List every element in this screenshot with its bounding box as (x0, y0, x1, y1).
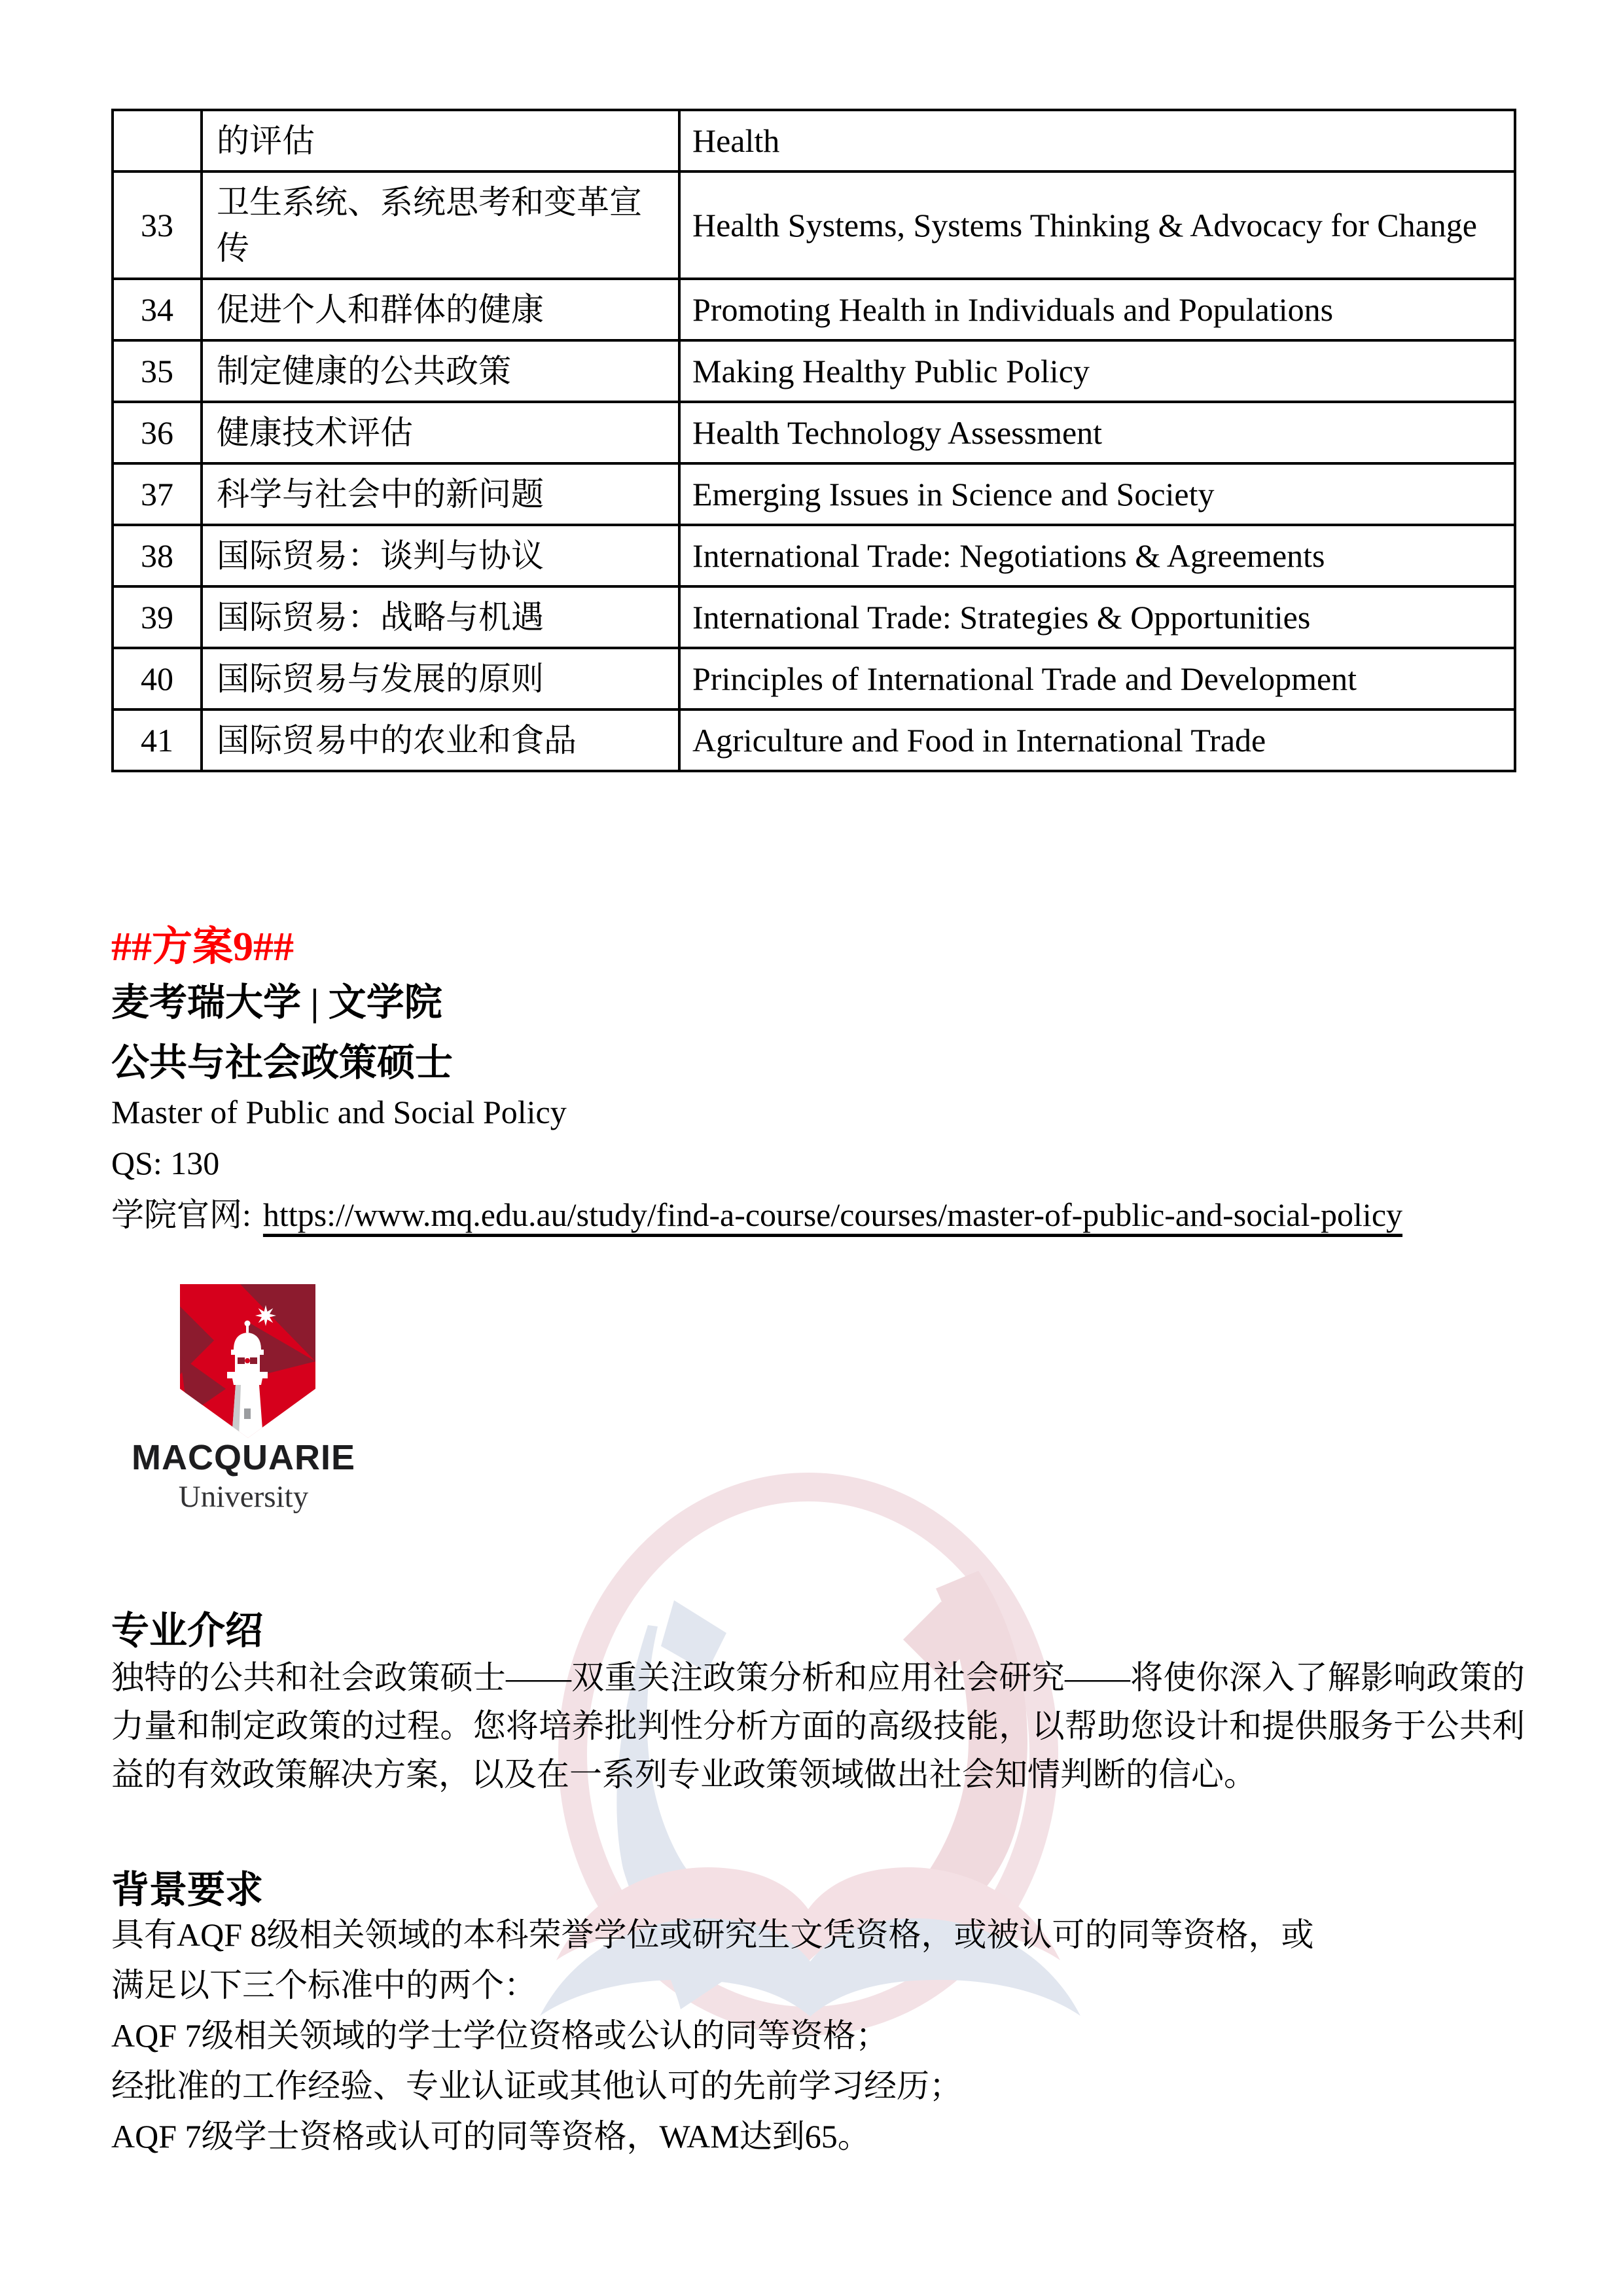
background-requirements (111, 1910, 1551, 2162)
program-title-cn: 公共与社会政策硕士 (111, 1041, 454, 1084)
course-name-en-cell: Principles of International Trade and Development (679, 648, 1515, 709)
course-name-cn-cell: 科学与社会中的新问题 (202, 463, 679, 525)
row-number-cell: 40 (113, 648, 202, 709)
row-number-cell: 33 (113, 171, 202, 279)
table-row (113, 402, 1515, 463)
table-row (113, 279, 1515, 340)
row-number-cell (113, 110, 202, 171)
course-name-en-cell: Health Technology Assessment (679, 402, 1515, 463)
course-name-cn-cell: 国际贸易中的农业和食品 (202, 709, 679, 771)
university-faculty-line: 麦考瑞大学 | 文学院 (111, 981, 442, 1024)
course-name-cn-cell: 健康技术评估 (202, 402, 679, 463)
course-name-cn-cell: 卫生系统、系统思考和变革宣传 (202, 171, 679, 279)
row-number-cell: 37 (113, 463, 202, 525)
course-name-en-cell: Emerging Issues in Science and Society (679, 463, 1515, 525)
macquarie-shield-logo (180, 1284, 315, 1438)
qs-ranking: QS: 130 (111, 1145, 220, 1181)
table-row (113, 709, 1515, 771)
table-row (113, 648, 1515, 709)
row-number-cell: 36 (113, 402, 202, 463)
course-name-cn-cell: 国际贸易与发展的原则 (202, 648, 679, 709)
course-name-cn-cell: 国际贸易：谈判与协议 (202, 525, 679, 586)
course-name-cn-cell: 制定健康的公共政策 (202, 340, 679, 402)
course-name-cn-cell: 促进个人和群体的健康 (202, 279, 679, 340)
table-row (113, 171, 1515, 279)
row-number-cell: 39 (113, 586, 202, 648)
plan-heading: ##方案9## (111, 925, 294, 969)
course-table (111, 109, 1516, 772)
course-name-en-cell: Agriculture and Food in International Trade (679, 709, 1515, 771)
row-number-cell: 41 (113, 709, 202, 771)
intro-paragraph: 独特的公共和社会政策硕士——双重关注政策分析和应用社会研究——将使你深入了解影响政策的力量和制定政策的过程。您将培养批判性分析方面的高级技能，以帮助您设计和提供服务于公共利益的有效政策解决方案，以及在一系列专业政策领域做出社会知情判断的信心。 (111, 1659, 1525, 1793)
requirement-line: AQF 7级相关领域的学士学位资格或公认的同等资格； (111, 2017, 889, 2054)
table-row (113, 586, 1515, 648)
table-row (113, 340, 1515, 402)
logo-subtitle: University (178, 1480, 309, 1514)
requirement-line: AQF 7级学士资格或认可的同等资格，WAM达到65。 (111, 2118, 870, 2155)
row-number-cell: 38 (113, 525, 202, 586)
logo-wordmark: MACQUARIE (132, 1438, 355, 1477)
requirement-line: 经批准的工作经验、专业认证或其他认可的先前学习经历； (111, 2068, 962, 2104)
requirement-line: 满足以下三个标准中的两个： (111, 1967, 537, 2003)
row-number-cell: 34 (113, 279, 202, 340)
website-link[interactable]: https://www.mq.edu.au/study/find-a-course/courses/master-of-public-and-social-policy (262, 1196, 1403, 1233)
course-name-cn-cell: 国际贸易：战略与机遇 (202, 586, 679, 648)
course-name-en-cell: International Trade: Negotiations & Agreements (679, 525, 1515, 586)
course-name-en-cell: International Trade: Strategies & Opportunities (679, 586, 1515, 648)
table-row-continuation (113, 110, 1515, 171)
table-row (113, 525, 1515, 586)
course-name-en-cell: Health (679, 110, 1515, 171)
background-heading: 背景要求 (111, 1869, 264, 1911)
course-name-en-cell: Promoting Health in Individuals and Populations (679, 279, 1515, 340)
website-row (111, 1189, 1402, 1236)
program-title-en: Master of Public and Social Policy (111, 1094, 567, 1130)
requirement-line: 具有AQF 8级相关领域的本科荣誉学位或研究生文凭资格，或被认可的同等资格，或 (111, 1916, 1314, 1953)
website-label: 学院官网: (111, 1196, 251, 1233)
row-number-cell: 35 (113, 340, 202, 402)
course-name-cn-cell: 的评估 (202, 110, 679, 171)
intro-heading: 专业介绍 (111, 1609, 264, 1652)
course-table-body (113, 110, 1515, 771)
course-name-en-cell: Making Healthy Public Policy (679, 340, 1515, 402)
course-name-en-cell: Health Systems, Systems Thinking & Advocacy for Change (679, 171, 1515, 279)
table-row (113, 463, 1515, 525)
sun-icon (255, 1305, 276, 1326)
